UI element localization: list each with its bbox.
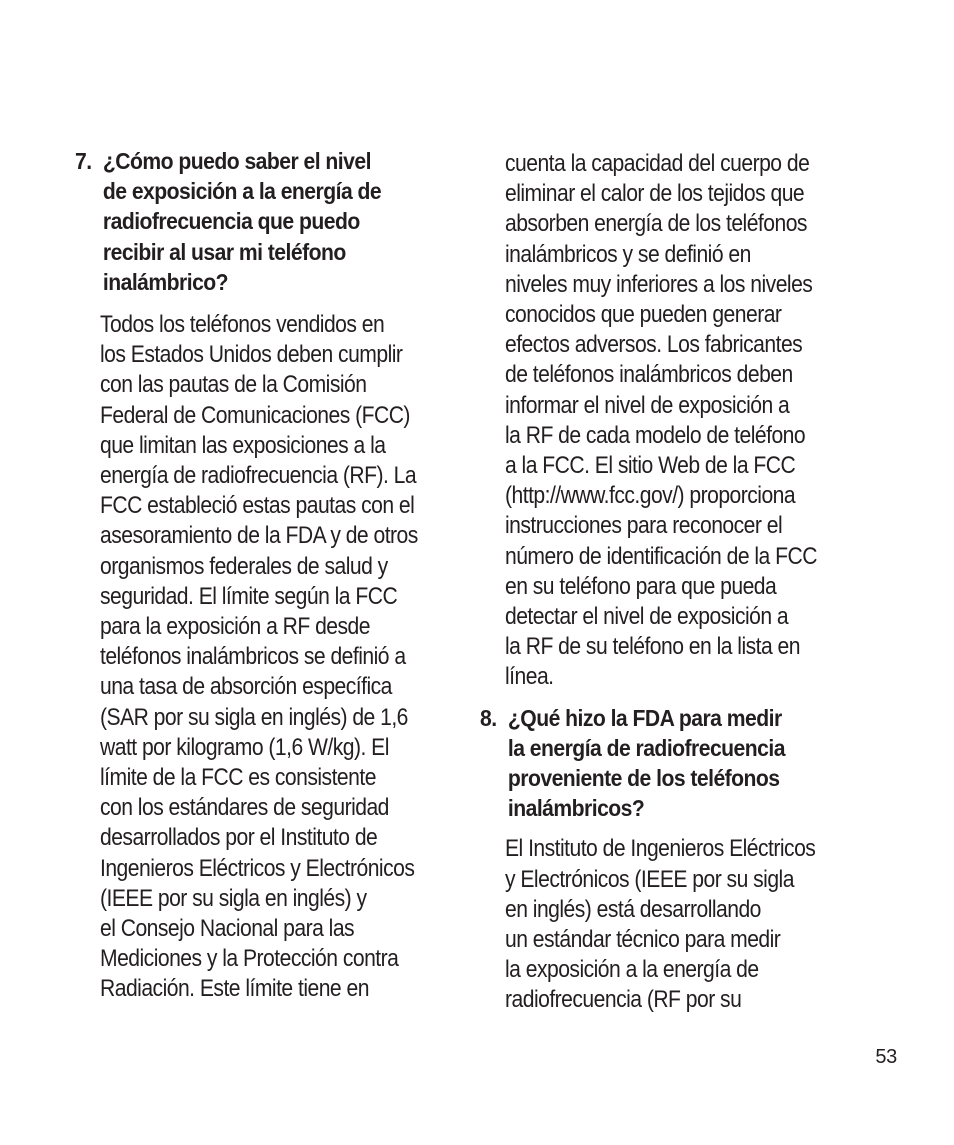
answer-line: El Instituto de Ingenieros Eléctricos bbox=[505, 835, 816, 863]
answer-line: desarrollados por el Instituto de bbox=[100, 824, 378, 852]
question-8-number: 8. bbox=[480, 704, 497, 731]
answer-line: detectar el nivel de exposición a bbox=[505, 603, 789, 631]
answer-line: niveles muy inferiores a los niveles bbox=[505, 270, 813, 298]
answer-line: radiofrecuencia (RF por su bbox=[505, 986, 742, 1014]
answer-line: eliminar el calor de los tejidos que bbox=[505, 180, 805, 208]
answer-line: en su teléfono para que pueda bbox=[505, 572, 777, 600]
answer-line: para la exposición a RF desde bbox=[100, 613, 370, 641]
heading-line: la energía de radiofrecuencia bbox=[507, 734, 785, 761]
heading-line: recibir al usar mi teléfono bbox=[102, 238, 346, 265]
answer-line: efectos adversos. Los fabricantes bbox=[505, 331, 803, 359]
question-8-heading bbox=[480, 703, 876, 824]
heading-line: inalámbrico? bbox=[102, 268, 229, 295]
question-7-text bbox=[75, 146, 471, 297]
page-number: 53 bbox=[875, 1046, 897, 1068]
answer-line: número de identificación de la FCC bbox=[505, 542, 817, 570]
heading-line: ¿Cómo puedo saber el nivel bbox=[102, 148, 371, 174]
heading-line: radiofrecuencia que puedo bbox=[102, 208, 360, 235]
answer-line: watt por kilogramo (1,6 W/kg). El bbox=[100, 733, 389, 761]
question-7-heading bbox=[75, 146, 471, 297]
fcc-url-line: (http://www.fcc.gov/) proporciona bbox=[505, 482, 796, 510]
answer-line: con las pautas de la Comisión bbox=[100, 371, 367, 399]
heading-line: ¿Qué hizo la FDA para medir bbox=[507, 704, 782, 731]
answer-line: asesoramiento de la FDA y de otros bbox=[100, 522, 418, 550]
answer-line: y Electrónicos (IEEE por su sigla bbox=[505, 865, 794, 893]
answer-line: Todos los teléfonos vendidos en bbox=[100, 311, 385, 339]
answer-line: la RF de cada modelo de teléfono bbox=[505, 421, 806, 449]
answer-line: conocidos que pueden generar bbox=[505, 301, 782, 329]
answer-line: Radiación. Este límite tiene en bbox=[100, 975, 369, 1003]
answer-line: instrucciones para reconocer el bbox=[505, 512, 783, 540]
question-7-number: 7. bbox=[75, 148, 92, 174]
answer-line: informar el nivel de exposición a bbox=[505, 391, 790, 419]
question-7-answer bbox=[100, 310, 492, 1005]
answer-line: una tasa de absorción específica bbox=[100, 673, 392, 701]
answer-line: inalámbricos y se definió en bbox=[505, 240, 751, 268]
answer-line: Ingenieros Eléctricos y Electrónicos bbox=[100, 854, 415, 882]
answer-line: con los estándares de seguridad bbox=[100, 794, 389, 822]
heading-line: de exposición a la energía de bbox=[102, 178, 382, 205]
question-8-answer bbox=[505, 834, 897, 1015]
answer-line: organismos federales de salud y bbox=[100, 552, 388, 580]
right-column bbox=[480, 146, 880, 1016]
answer-line: línea. bbox=[505, 663, 554, 691]
heading-line: proveniente de los teléfonos bbox=[507, 765, 780, 792]
answer-line: que limitan las exposiciones a la bbox=[100, 431, 386, 459]
question-7-answer-continued bbox=[505, 149, 897, 693]
answer-line: energía de radiofrecuencia (RF). La bbox=[100, 462, 417, 490]
answer-line: en inglés) está desarrollando bbox=[505, 895, 761, 923]
heading-line: inalámbricos? bbox=[507, 795, 645, 822]
answer-line: de teléfonos inalámbricos deben bbox=[505, 361, 793, 389]
answer-line: FCC estableció estas pautas con el bbox=[100, 492, 415, 520]
answer-line: límite de la FCC es consistente bbox=[100, 764, 376, 792]
answer-line: Mediciones y la Protección contra bbox=[100, 945, 399, 973]
answer-line: los Estados Unidos deben cumplir bbox=[100, 341, 403, 369]
answer-line: teléfonos inalámbricos se definió a bbox=[100, 643, 406, 671]
answer-line: seguridad. El límite según la FCC bbox=[100, 582, 398, 610]
answer-line: un estándar técnico para medir bbox=[505, 926, 781, 954]
answer-line: cuenta la capacidad del cuerpo de bbox=[505, 150, 810, 177]
answer-line: a la FCC. El sitio Web de la FCC bbox=[505, 452, 796, 480]
answer-line: (IEEE por su sigla en inglés) y bbox=[100, 884, 367, 912]
answer-line: la exposición a la energía de bbox=[505, 956, 759, 984]
answer-line: el Consejo Nacional para las bbox=[100, 915, 355, 943]
answer-line: la RF de su teléfono en la lista en bbox=[505, 633, 800, 661]
answer-line: absorben energía de los teléfonos bbox=[505, 210, 807, 238]
answer-line: (SAR por su sigla en inglés) de 1,6 bbox=[100, 703, 408, 731]
left-column bbox=[75, 146, 465, 1005]
answer-line: Federal de Comunicaciones (FCC) bbox=[100, 401, 410, 429]
question-8-text bbox=[480, 703, 876, 824]
